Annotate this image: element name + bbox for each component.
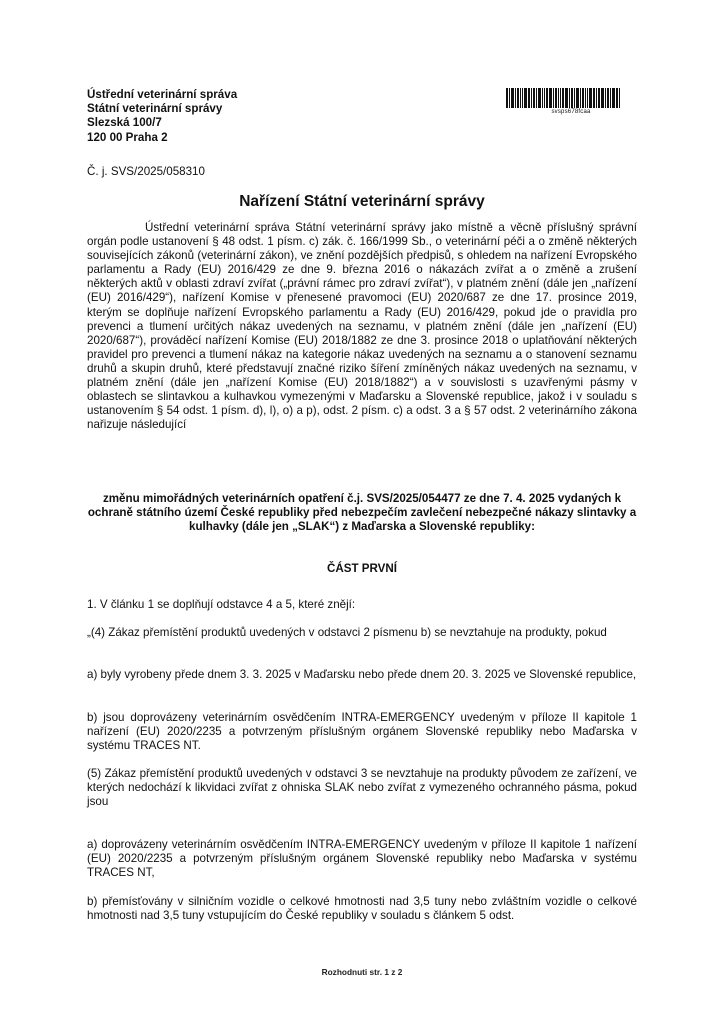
address-line: Státní veterinární správy [87, 102, 223, 116]
barcode-text: svsps678fcaa [551, 109, 591, 115]
barcode [506, 88, 636, 115]
document-title: Nařízení Státní veterinární správy [239, 193, 485, 210]
footer-label: Rozhodnuti str. [321, 967, 383, 977]
address-line: 120 00 Praha 2 [87, 130, 168, 144]
address-line: Ústřední veterinární správa [87, 88, 238, 101]
section-item-a: a) byly vyrobeny přede dnem 3. 3. 2025 v Maďarsku nebo přede dnem 20. 3. 2025 ve Slovenské republice, [87, 668, 637, 681]
footer-page: 1 [384, 967, 389, 977]
section-item-b: b) jsou doprovázeny veterinárním osvědčením INTRA-EMERGENCY uvedeným v příloze II kapitole 1 nařízení (EU) 2020/2235 a potvrzeným příslušným orgánem Slovenské republiky nebo Maďarska v systému TRACES NT. [87, 711, 637, 753]
section-item-a: a) doprovázeny veterinárním osvědčením INTRA-EMERGENCY uvedeným v příloze II kapitole 1 nařízení (EU) 2020/2235 a potvrzeným příslušným orgánem Slovenské republiky nebo Maďarska v systému TRACES NT, [87, 838, 637, 880]
barcode-bars [506, 88, 636, 108]
section-item: 1. V článku 1 se doplňují odstavce 4 a 5, které znějí: [87, 598, 356, 611]
footer-total: 2 [397, 967, 403, 977]
section-paragraph-4: „(4) Zákaz přemístění produktů uvedených v odstavci 2 písmenu b) se nevztahuje na produkty, pokud [87, 626, 607, 639]
reference-number: Č. j. SVS/2025/058310 [87, 165, 205, 178]
page-footer [0, 967, 724, 977]
footer-of: z [391, 967, 396, 977]
part-heading: ČÁST PRVNÍ [326, 562, 397, 575]
preamble-paragraph: Ústřední veterinární správa Státní veterinární správy jako místně a věcně příslušný správní orgán podle ustanovení § 48 odst. 1 písm. c) zák. č. 166/1999 Sb., o veterinární péči a o změně některých souvisejících zákonů (veterinární zákon), ve znění pozdějších předpisů, s ohledem na nařízení Evropského parlamentu a Rady (EU) 2016/429 ze dne 9. března 2016 o nákazách zvířat a o změně a zrušení některých aktů v oblasti zdraví zvířat („právní rámec pro zdraví zvířat“), v platném znění (dále jen „nařízení (EU) 2016/429“), nařízení Komise v přenesené pravomoci (EU) 2020/687 ze dne 17. prosince 2019, kterým se doplňuje nařízení Evropského parlamentu a Rady (EU) 2016/429, pokud jde o pravidla pro prevenci a tlumení určitých nákaz uvedených na seznamu, v platném znění (dále jen „nařízení (EU) 2020/687“), prováděcí nařízení Komise (EU) 2018/1882 ze dne 3. prosince 2018 o uplatňování některých pravidel pro prevenci a tlumení nákaz na kategorie nákaz uvedených na seznamu a o stanovení seznamu druhů a skupin druhů, které představují značné riziko šíření zmíněných nákaz uvedených na seznamu, v platném znění (dále jen „nařízení Komise (EU) 2018/1882“) a v souvislosti s uzavřenými pásmy v oblastech se slintavkou a kulhavkou vymezenými v Maďarsku a Slovenské republice, jakož i v souladu s ustanovením § 54 odst. 1 písm. d), l), o) a p), odst. 2 písm. c) a odst. 3 a § 57 odst. 2 veterinárního zákona nařizuje následující [87, 221, 637, 432]
section-item-b: b) přemísťovány v silničním vozidle o celkové hmotnosti nad 3,5 tuny nebo zvláštním vozidle o celkové hmotnosti nad 3,5 tuny vstupujícím do České republiky v souladu s článkem 5 odst. [87, 895, 637, 923]
sender-address [87, 88, 237, 145]
address-line: Slezská 100/7 [87, 116, 162, 130]
decree-heading: změnu mimořádných veterinárních opatření č.j. SVS/2025/054477 ze dne 7. 4. 2025 vydaných k ochraně státního území České republiky před nebezpečím zavlečení nebezpečné nákazy slintavky a kulhavky (dále jen „SLAK“) z Maďarska a Slovenské republiky: [87, 492, 637, 534]
section-paragraph-5: (5) Zákaz přemístění produktů uvedených v odstavci 3 se nevztahuje na produkty původem ze zařízení, ve kterých nedochází k likvidaci zvířat z ohniska SLAK nebo zvířat z vymezeného ochranného pásma, pokud jsou [87, 767, 637, 809]
